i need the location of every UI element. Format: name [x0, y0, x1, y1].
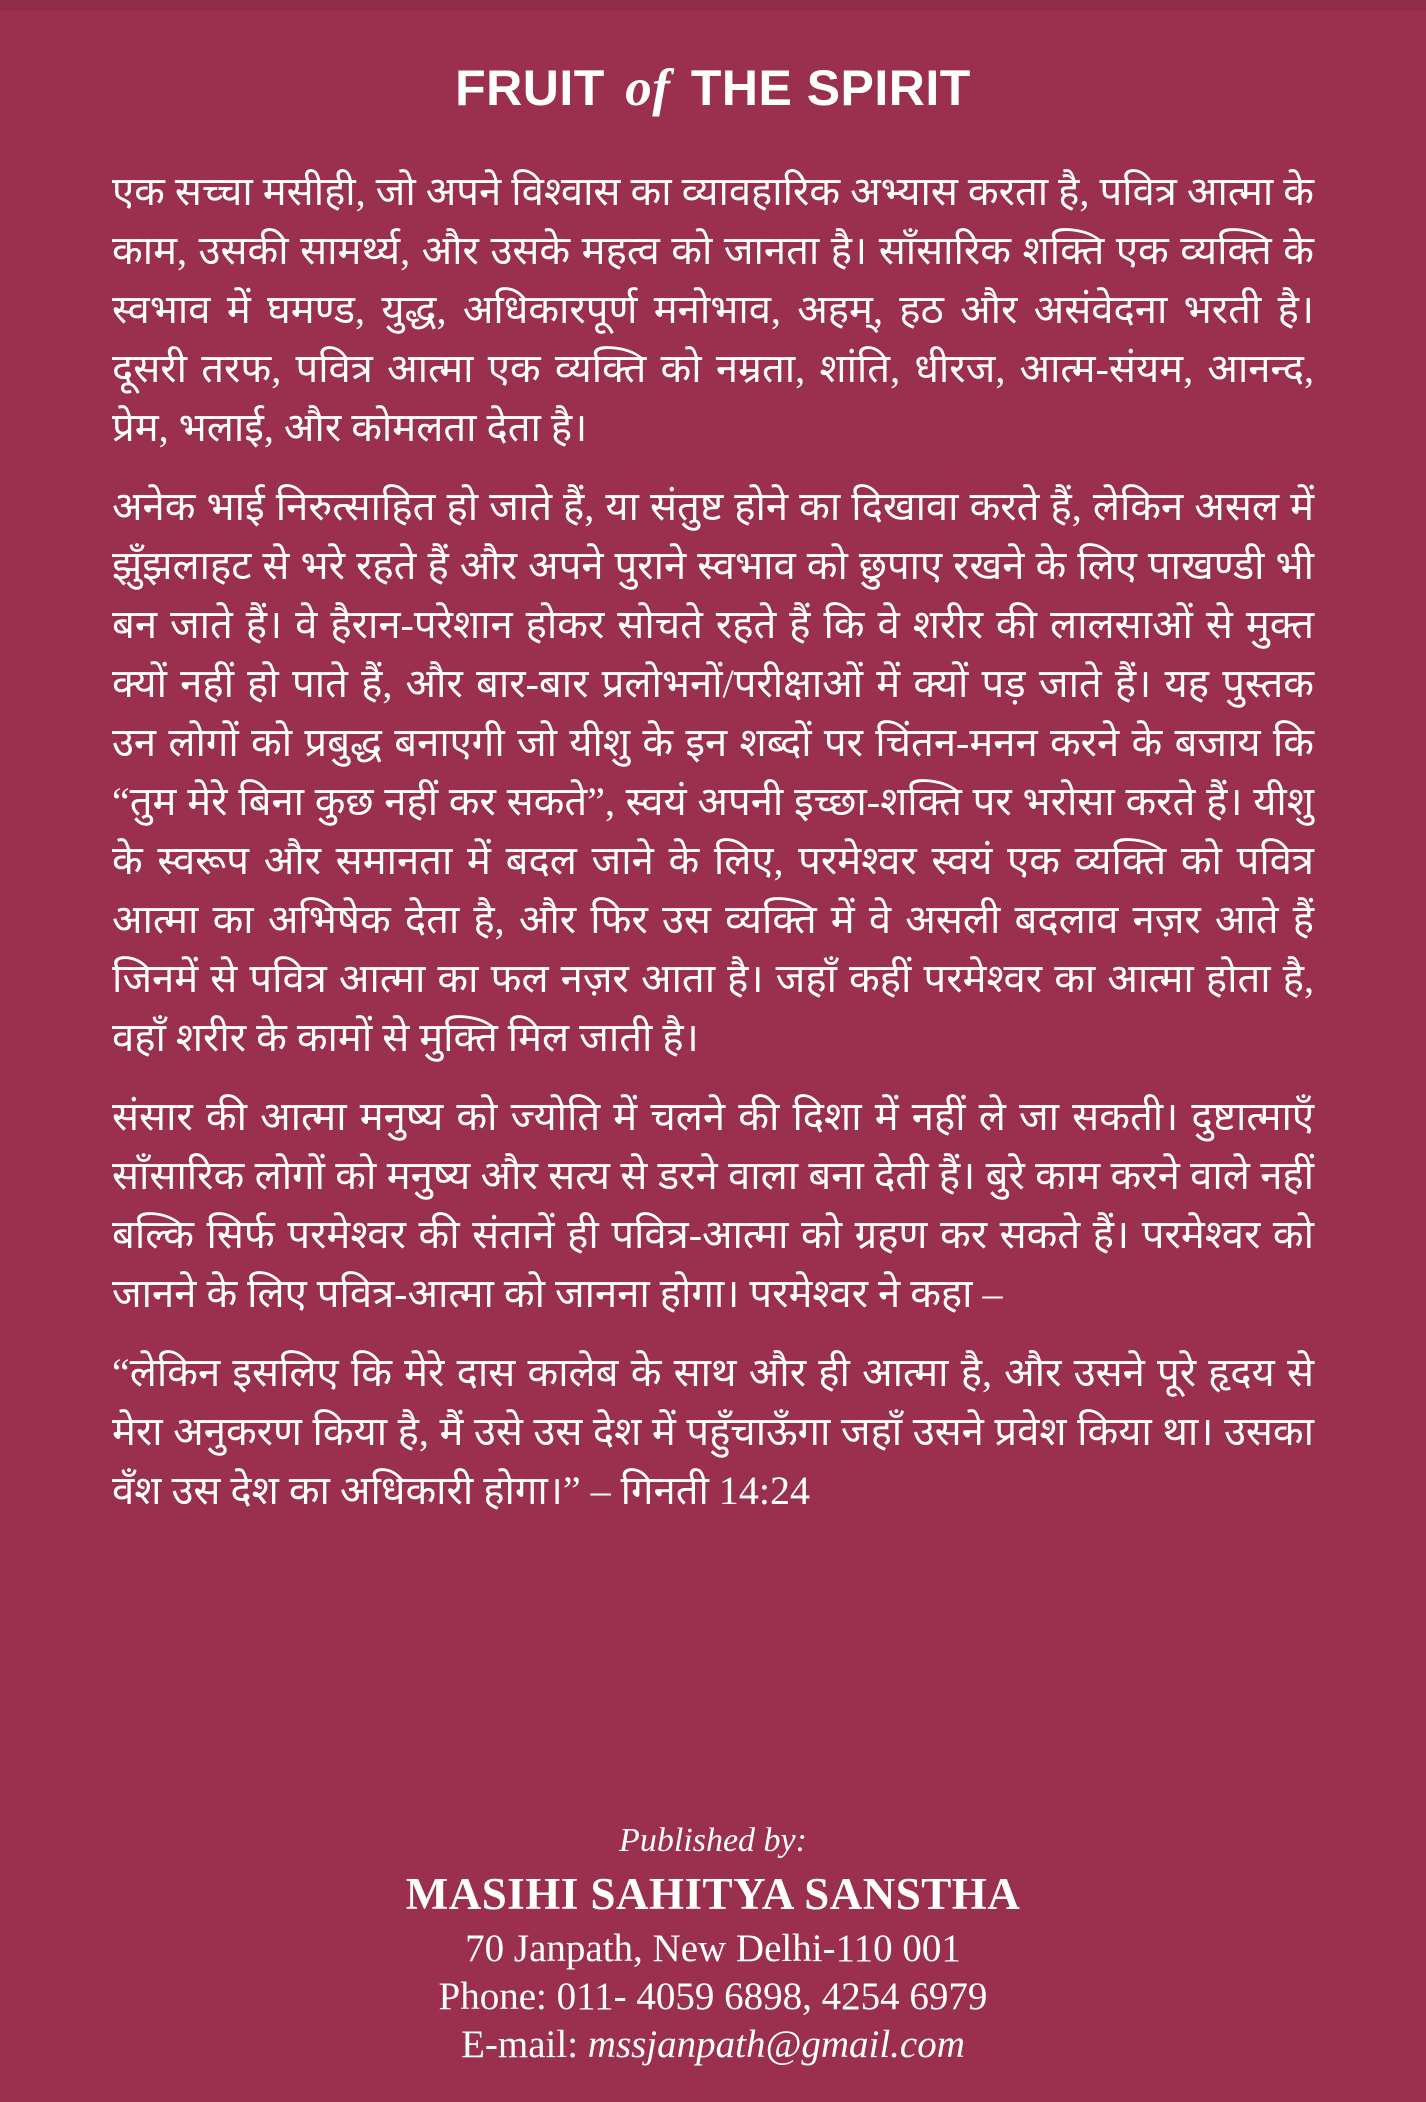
publisher-address: 70 Janpath, New Delhi-110 001	[465, 1927, 961, 1970]
publisher-phone: Phone: 011- 4059 6898, 4254 6979	[438, 1975, 988, 2018]
publisher-name: MASIHI SAHITYA SANSTHA	[405, 1869, 1021, 1919]
paragraph-book-purpose: अनेक भाई निरुत्साहित हो जाते हैं, या संतुष्ट होने का दिखावा करते हैं, लेकिन असल में झुँझलाहट से भरे रहते हैं और अपने पुराने स्वभाव को छुपाए रखने के लिए पाखण्डी भी बन जाते हैं। वे हैरान-परेशान होकर सोचते रहते हैं कि वे शरीर की लालसाओं से मुक्त क्यों नहीं हो पाते हैं, और बार-बार प्रलोभनों/परीक्षाओं में क्यों पड़ जाते हैं। यह पुस्तक उन लोगों को प्रबुद्ध बनाएगी जो यीशु के इन शब्दों पर चिंतन-मनन करने के बजाय कि “तुम मेरे बिना कुछ नहीं कर सकते”, स्वयं अपनी इच्छा-शक्ति पर भरोसा करते हैं। यीशु के स्वरूप और समानता में बदल जाने के लिए, परमेश्वर स्वयं एक व्यक्ति को पवित्र आत्मा का अभिषेक देता है, और फिर उस व्यक्ति में वे असली बदलाव नज़र आते हैं जिनमें से पवित्र आत्मा का फल नज़र आता है। जहाँ कहीं परमेश्वर का आत्मा होता है, वहाँ शरीर के कामों से मुक्ति मिल जाती है।	[112, 484, 1314, 1060]
published-by-label: Published by:	[619, 1822, 807, 1859]
paragraph-scripture-quote: “लेकिन इसलिए कि मेरे दास कालेब के साथ और ही आत्मा है, और उसने पूरे हृदय से मेरा अनुकरण किया है, मैं उसे उस देश में पहुँचाऊँगा जहाँ उसने प्रवेश किया था। उसका वँश उस देश का अधिकारी होगा।” – गिनती 14:24	[112, 1350, 1314, 1513]
page-title	[0, 0, 1426, 118]
body-text-block	[112, 162, 1314, 1520]
top-edge-band	[0, 0, 1426, 11]
email-label: E-mail:	[461, 2023, 579, 2066]
title-word-of: of	[625, 59, 671, 117]
paragraph-worldly-spirit: संसार की आत्मा मनुष्य को ज्योति में चलने की दिशा में नहीं ले जा सकती। दुष्टात्माएँ साँसारिक लोगों को मनुष्य और सत्य से डरने वाला बना देती हैं। बुरे काम करने वाले नहीं बल्कि सिर्फ परमेश्वर की संतानें ही पवित्र-आत्मा को ग्रहण कर सकते हैं। परमेश्वर को जानने के लिए पवित्र-आत्मा को जानना होगा। परमेश्वर ने कहा –	[112, 1094, 1314, 1316]
title-word-fruit: FRUIT	[455, 60, 605, 116]
title-word-the-spirit: THE SPIRIT	[690, 60, 971, 116]
paragraph-intro: एक सच्चा मसीही, जो अपने विश्वास का व्यावहारिक अभ्यास करता है, पवित्र आत्मा के काम, उसकी सामर्थ्य, और उसके महत्व को जानता है। साँसारिक शक्ति एक व्यक्ति के स्वभाव में घमण्ड, युद्ध, अधिकारपूर्ण मनोभाव, अहम्, हठ और असंवेदना भरती है। दूसरी तरफ, पवित्र आत्मा एक व्यक्ति को नम्रता, शांति, धीरज, आत्म-संयम, आनन्द, प्रेम, भलाई, और कोमलता देता है।	[112, 169, 1314, 450]
publisher-block	[0, 1822, 1426, 2067]
email-address: mssjanpath@gmail.com	[587, 2023, 965, 2066]
publisher-email-line	[0, 2022, 1426, 2067]
